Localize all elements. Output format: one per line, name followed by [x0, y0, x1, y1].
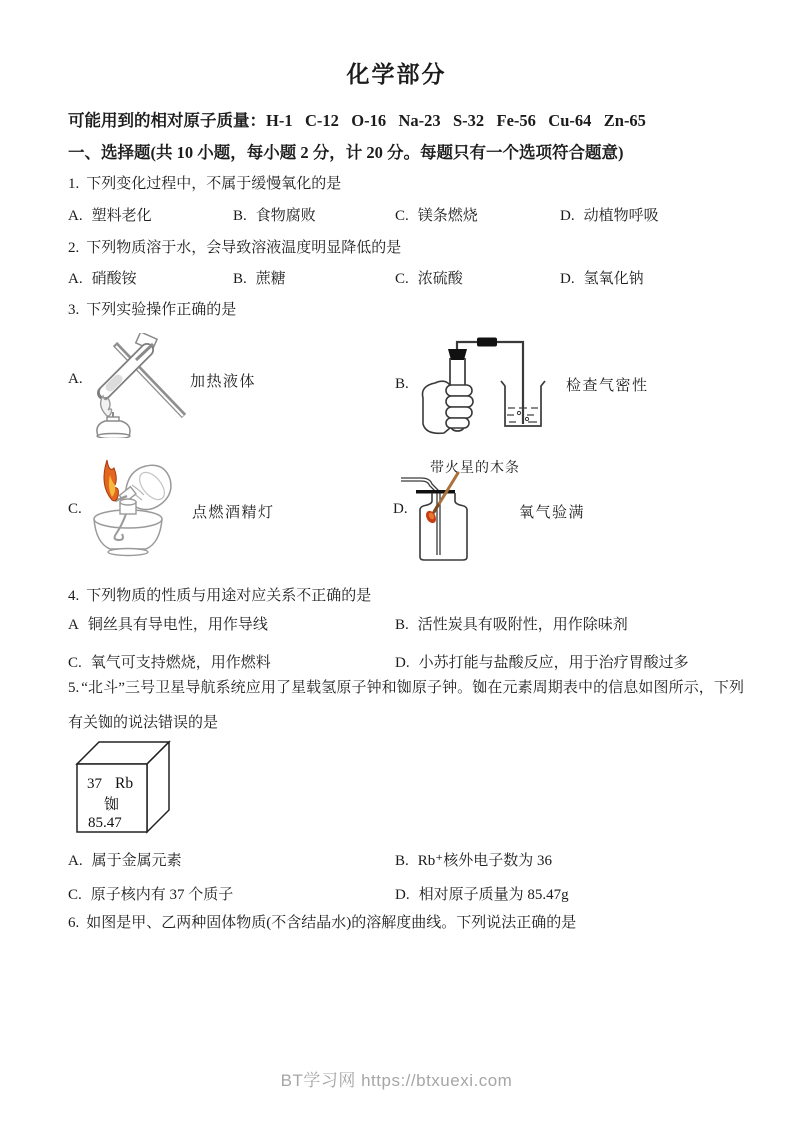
element-name: 铷: [104, 797, 120, 813]
question-5-options-row2: [0, 883, 793, 905]
atomic-number: 37: [87, 776, 102, 792]
figure-option-b-caption: 检查气密性: [566, 378, 649, 394]
question-text: “北斗”三号卫星导航系统应用了星载氢原子钟和铷原子钟。铷在元素周期表中的信息如图所示，下列有关铷的说法错误的是: [68, 680, 744, 731]
question-1-options: [0, 204, 793, 226]
figure-option-c-label: C.: [68, 501, 82, 517]
figure-option-a-label: A.: [68, 371, 83, 387]
site-watermark: BT学习网 https://btxuexi.com: [280, 1071, 513, 1090]
relative-atomic-mass: 85.47: [88, 815, 122, 831]
question-text: 下列实验操作正确的是: [86, 302, 237, 318]
option-1d: D. 动植物呼吸: [560, 208, 659, 224]
question-4-stem: [68, 584, 371, 605]
question-number: 2.: [68, 240, 80, 256]
option-5a: A. 属于金属元素: [68, 853, 182, 869]
figure-option-c-caption: 点燃酒精灯: [192, 505, 275, 521]
question-number: 1.: [68, 176, 80, 192]
figure-option-d-caption: 氧气验满: [519, 505, 586, 521]
option-1b: B. 食物腐败: [233, 208, 316, 224]
figure-option-a-caption: 加热液体: [190, 374, 257, 390]
question-2-options: [0, 267, 793, 289]
element-symbol: Rb: [115, 775, 134, 792]
figure-check-airtightness-illustration: [413, 336, 548, 451]
question-4-options-row1: [0, 613, 793, 635]
question-6-stem: [68, 911, 576, 932]
question-number: 4.: [68, 588, 80, 604]
question-text: 下列物质溶于水，会导致溶液温度明显降低的是: [86, 240, 402, 256]
figure-option-d-label: D.: [393, 501, 408, 517]
option-5c: C. 原子核内有 37 个质子: [68, 887, 234, 903]
option-4b: B. 活性炭具有吸附性，用作除味剂: [395, 617, 628, 633]
question-3-stem: [68, 298, 236, 319]
question-number: 5.: [68, 680, 80, 696]
option-1a: A. 塑料老化: [68, 208, 152, 224]
question-4-options-row2: [0, 651, 793, 673]
figure-heat-liquid-illustration: [86, 333, 191, 438]
option-4d: D. 小苏打能与盐酸反应，用于治疗胃酸过多: [395, 655, 689, 671]
question-text: 如图是甲、乙两种固体物质(不含结晶水)的溶解度曲线。下列说法正确的是: [86, 915, 577, 931]
option-2a: A. 硝酸铵: [68, 271, 137, 287]
option-2c: C. 浓硫酸: [395, 271, 463, 287]
question-2-stem: [68, 236, 401, 257]
question-number: 3.: [68, 302, 80, 318]
page-title: 化学部分: [346, 61, 447, 87]
element-card-rubidium: [74, 739, 176, 837]
figure-option-d-annotation: 带火星的木条: [430, 461, 520, 476]
option-2d: D. 氢氧化钠: [560, 271, 644, 287]
question-number: 6.: [68, 915, 80, 931]
question-text: 下列变化过程中，不属于缓慢氧化的是: [86, 176, 342, 192]
figure-light-alcohol-lamp-illustration: [86, 455, 178, 560]
option-5b: B. Rb⁺核外电子数为 36: [395, 853, 552, 869]
question-1-stem: [68, 172, 341, 193]
option-5d: D. 相对原子质量为 85.47g: [395, 887, 569, 903]
option-4c: C. 氧气可支持燃烧，用作燃料: [68, 655, 271, 671]
option-1c: C. 镁条燃烧: [395, 208, 478, 224]
question-text: 下列物质的性质与用途对应关系不正确的是: [86, 588, 372, 604]
figure-option-b-label: B.: [395, 376, 409, 392]
option-2b: B. 蔗糖: [233, 271, 286, 287]
figure-oxygen-full-test-illustration: [399, 471, 477, 566]
question-5-options-row1: [0, 849, 793, 871]
section-heading: 一、选择题(共 10 小题，每小题 2 分，计 20 分。每题只有一个选项符合题意): [68, 143, 624, 162]
option-4a: A 铜丝具有导电性，用作导线: [68, 617, 268, 633]
atomic-mass-line: 可能用到的相对原子质量：H-1 C-12 O-16 Na-23 S-32 Fe-56 Cu-64 Zn-65: [68, 111, 646, 130]
question-5-stem: [68, 671, 744, 741]
